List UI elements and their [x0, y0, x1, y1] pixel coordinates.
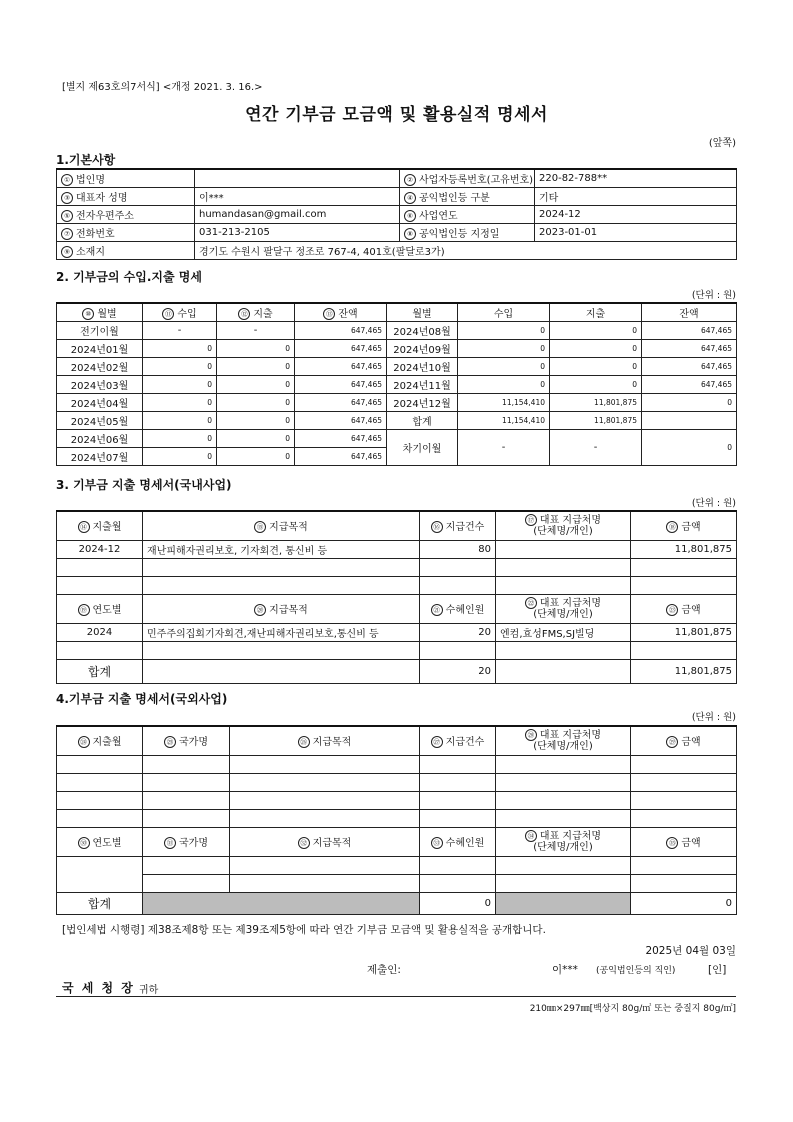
balance-cell — [642, 412, 737, 430]
total-label: 합계 — [57, 892, 143, 914]
header-label: 지급건수 — [445, 522, 485, 534]
number-marker: ⑪ — [162, 308, 174, 320]
number-marker: ⑬ — [323, 308, 335, 320]
carry-expense: - — [550, 430, 642, 466]
month-cell: 2024년09월 — [387, 340, 458, 358]
paper-spec: 210㎜×297㎜[백상지 80g/㎡ 또는 중질지 80g/㎡] — [529, 1004, 736, 1014]
total-payee — [496, 659, 631, 683]
header-label: 대표 지급처명 — [539, 730, 602, 742]
field-label: 대표자 성명 — [76, 193, 128, 204]
total-label: 합계 — [57, 659, 143, 683]
domestic-row — [57, 540, 737, 558]
number-marker: ⑱ — [666, 521, 678, 533]
field-value: 이*** — [195, 188, 400, 206]
balance-cell: 647,465 — [642, 376, 737, 394]
header-country — [143, 726, 230, 755]
header-label-sub: (단체명/개인) — [533, 842, 593, 853]
field-value: 2024-12 — [535, 206, 737, 224]
month-cell: 2024년07월 — [57, 448, 143, 466]
income-cell: 0 — [458, 322, 550, 340]
page-side-label: (앞쪽) — [708, 138, 736, 149]
balance-cell: 647,465 — [295, 358, 387, 376]
header-income-2: 수입 — [458, 303, 550, 322]
overseas-header-a — [57, 726, 737, 755]
balance-cell: 647,465 — [295, 376, 387, 394]
domestic-header-b — [57, 594, 737, 623]
number-marker: ㉞ — [525, 830, 537, 842]
seal-mark: [인] — [708, 964, 727, 976]
submitter-name: 이*** — [552, 964, 578, 976]
basic-info-row — [57, 224, 737, 242]
month-cell: 2024-12 — [57, 540, 143, 558]
header-month-2: 월별 — [387, 303, 458, 322]
domestic-section — [56, 476, 736, 493]
month-cell: 2024년01월 — [57, 340, 143, 358]
overseas-table-wrap — [56, 725, 736, 915]
field-label-cell — [400, 169, 535, 188]
header-expense-2: 지출 — [550, 303, 642, 322]
header-label: 수입 — [177, 309, 197, 320]
income-cell: 0 — [143, 412, 217, 430]
month-cell: 2024년06월 — [57, 430, 143, 448]
income-cell: 0 — [458, 376, 550, 394]
income-cell: 0 — [143, 394, 217, 412]
domestic-total-row — [57, 659, 737, 683]
header-label: 지출 — [253, 309, 273, 320]
basic-info-section — [56, 151, 736, 260]
overseas-section — [56, 690, 736, 707]
income-row — [57, 394, 737, 412]
balance-cell: 647,465 — [642, 340, 737, 358]
number-marker: ㉚ — [78, 837, 90, 849]
income-section — [56, 268, 736, 285]
header-purpose — [230, 726, 420, 755]
field-label: 공익법인등 구분 — [419, 193, 490, 204]
field-label: 법인명 — [76, 175, 105, 186]
field-label-cell — [57, 206, 195, 224]
header-amount — [631, 827, 737, 856]
expense-cell: 0 — [217, 448, 295, 466]
amount-cell: 11,801,875 — [631, 623, 737, 641]
number-marker: ⑲ — [78, 604, 90, 616]
footer-divider — [56, 996, 736, 997]
month-cell: 2024년12월 — [387, 394, 458, 412]
month-cell: 전기이월 — [57, 322, 143, 340]
income-title: 2. 기부금의 수입.지출 명세 — [56, 270, 202, 284]
overseas-empty-row — [57, 791, 737, 809]
number-marker: ② — [404, 174, 416, 186]
total-amount: 11,801,875 — [631, 659, 737, 683]
number-marker: ⑥ — [404, 210, 416, 222]
income-cell: 0 — [143, 358, 217, 376]
expense-cell: 11,801,875 — [550, 394, 642, 412]
field-value — [195, 169, 400, 188]
header-beneficiaries — [420, 594, 496, 623]
carry-label: 차기이월 — [387, 430, 458, 466]
expense-cell: 0 — [217, 430, 295, 448]
header-label: 국가명 — [179, 838, 208, 849]
header-label-sub: (단체명/개인) — [533, 609, 593, 620]
submitter-label: 제출인: — [367, 964, 401, 976]
header-label: 금액 — [681, 522, 701, 534]
number-marker: ㉖ — [298, 736, 310, 748]
number-marker: ⑰ — [525, 514, 537, 526]
income-cell: 0 — [458, 358, 550, 376]
number-marker: ⑮ — [254, 521, 266, 533]
number-marker: ⑫ — [238, 308, 250, 320]
header-payee — [496, 511, 631, 540]
number-marker: ③ — [61, 192, 73, 204]
total-shaded-cell — [143, 892, 420, 914]
address-value: 경기도 수원시 팔달구 정조로 767-4, 401호(팔달로3가) — [195, 242, 737, 260]
header-balance-2: 잔액 — [642, 303, 737, 322]
field-value: 기타 — [535, 188, 737, 206]
domestic-table-wrap — [56, 510, 736, 684]
month-cell: 2024년05월 — [57, 412, 143, 430]
header-count — [420, 726, 496, 755]
overseas-empty-row — [57, 755, 737, 773]
header-label: 국가명 — [179, 737, 208, 749]
number-marker: ㉒ — [525, 597, 537, 609]
number-marker: ⑯ — [431, 521, 443, 533]
number-marker: ㉘ — [525, 729, 537, 741]
header-label: 잔액 — [338, 309, 358, 320]
number-marker: ㉗ — [431, 736, 443, 748]
count-cell: 20 — [420, 623, 496, 641]
header-label: 지급목적 — [312, 737, 352, 749]
income-row — [57, 358, 737, 376]
overseas-total-row — [57, 892, 737, 914]
header-label: 대표 지급처명 — [539, 515, 602, 527]
header-month — [57, 511, 143, 540]
overseas-unit: (단위 : 원) — [691, 712, 736, 723]
income-header-row — [57, 303, 737, 322]
header-country — [143, 827, 230, 856]
field-value: 220-82-788** — [535, 169, 737, 188]
field-label-cell — [400, 188, 535, 206]
income-row — [57, 376, 737, 394]
number-marker: ㉓ — [666, 604, 678, 616]
header-purpose — [143, 511, 420, 540]
header-payee — [496, 726, 631, 755]
number-marker: ① — [61, 174, 73, 186]
basic-info-row — [57, 188, 737, 206]
address-label: 소재지 — [76, 247, 105, 258]
carry-balance: 0 — [642, 430, 737, 466]
domestic-empty-row — [57, 641, 737, 659]
month-cell: 2024년03월 — [57, 376, 143, 394]
field-label: 사업자등록번호(고유번호) — [419, 175, 534, 186]
month-cell: 합계 — [387, 412, 458, 430]
income-cell: 11,154,410 — [458, 394, 550, 412]
month-cell: 2024년04월 — [57, 394, 143, 412]
header-label-sub: (단체명/개인) — [533, 526, 593, 538]
form-reference: [별지 제63호의7서식] <개정 2021. 3. 16.> — [62, 82, 263, 93]
document-title: 연간 기부금 모금액 및 활용실적 명세서 — [245, 105, 548, 125]
balance-cell: 647,465 — [295, 430, 387, 448]
balance-cell: 647,465 — [295, 340, 387, 358]
header-expense — [217, 303, 295, 322]
income-unit: (단위 : 원) — [691, 290, 736, 301]
header-label: 수혜인원 — [445, 838, 485, 849]
domestic-empty-row — [57, 558, 737, 576]
number-marker: ㉕ — [164, 736, 176, 748]
basic-info-title: 1.기본사항 — [56, 153, 116, 167]
purpose-cell: 민주주의집회기자회견,재난피해자권리보호,통신비 등 — [143, 623, 420, 641]
field-label: 전화번호 — [76, 229, 115, 240]
payee-cell — [496, 540, 631, 558]
header-month — [57, 303, 143, 322]
overseas-empty-row — [57, 773, 737, 791]
recipient-suffix: 귀하 — [139, 985, 159, 996]
header-label: 지급건수 — [445, 737, 485, 749]
amount-cell: 11,801,875 — [631, 540, 737, 558]
number-marker: ㉔ — [78, 736, 90, 748]
month-cell: 2024년11월 — [387, 376, 458, 394]
field-label-cell — [57, 224, 195, 242]
carry-income: - — [458, 430, 550, 466]
expense-cell: - — [217, 322, 295, 340]
number-marker: ㉟ — [666, 837, 678, 849]
overseas-empty-row — [57, 856, 737, 874]
field-value: humandasan@gmail.com — [195, 206, 400, 224]
balance-cell: 647,465 — [642, 358, 737, 376]
year-cell: 2024 — [57, 623, 143, 641]
legal-notice: [법인세법 시행령] 제38조제8항 또는 제39조제5항에 따라 연간 기부금 모금액 및 활용실적을 공개합니다. — [62, 924, 546, 936]
header-label: 지출월 — [92, 522, 122, 534]
income-cell: 0 — [143, 376, 217, 394]
domestic-unit: (단위 : 원) — [691, 498, 736, 509]
expense-cell: 0 — [550, 340, 642, 358]
balance-cell: 647,465 — [295, 448, 387, 466]
expense-cell: 0 — [217, 412, 295, 430]
header-month — [57, 726, 143, 755]
header-label: 금액 — [681, 605, 701, 616]
header-payee — [496, 594, 631, 623]
domestic-empty-row — [57, 576, 737, 594]
header-label: 지급목적 — [269, 522, 308, 534]
number-marker: ㉙ — [666, 736, 678, 748]
field-label-cell — [57, 188, 195, 206]
income-cell: 0 — [143, 340, 217, 358]
number-marker: ㉛ — [164, 837, 176, 849]
overseas-header-b — [57, 827, 737, 856]
header-label: 대표 지급처명 — [539, 831, 602, 842]
total-count: 0 — [420, 892, 496, 914]
number-marker: ⑩ — [82, 308, 94, 320]
expense-cell: 0 — [217, 376, 295, 394]
income-table-wrap — [56, 302, 736, 466]
expense-cell: 0 — [217, 394, 295, 412]
field-value: 2023-01-01 — [535, 224, 737, 242]
total-shaded-cell — [496, 892, 631, 914]
balance-cell: 647,465 — [295, 322, 387, 340]
header-amount — [631, 511, 737, 540]
income-row — [57, 340, 737, 358]
header-label: 금액 — [681, 737, 701, 749]
overseas-title: 4.기부금 지출 명세서(국외사업) — [56, 692, 228, 706]
income-table — [56, 302, 737, 466]
header-label: 월별 — [97, 309, 117, 320]
header-label-sub: (단체명/개인) — [533, 741, 593, 753]
income-cell: - — [143, 322, 217, 340]
domestic-row — [57, 623, 737, 641]
number-marker: ㉝ — [431, 837, 443, 849]
overseas-empty-row — [57, 809, 737, 827]
income-cell: 0 — [458, 340, 550, 358]
total-count: 20 — [420, 659, 496, 683]
address-row — [57, 242, 737, 260]
header-purpose — [143, 594, 420, 623]
month-cell: 2024년08월 — [387, 322, 458, 340]
field-label: 사업연도 — [419, 211, 458, 222]
header-label: 연도별 — [92, 838, 122, 849]
purpose-cell: 재난피해자권리보호, 기자회견, 통신비 등 — [143, 540, 420, 558]
balance-cell: 647,465 — [295, 394, 387, 412]
header-income — [143, 303, 217, 322]
total-amount: 0 — [631, 892, 737, 914]
balance-cell: 647,465 — [642, 322, 737, 340]
income-row — [57, 412, 737, 430]
header-purpose — [230, 827, 420, 856]
number-marker: ⑧ — [404, 228, 416, 240]
expense-cell: 0 — [217, 358, 295, 376]
field-label: 공익법인등 지정일 — [419, 229, 500, 240]
number-marker: ㉑ — [431, 604, 443, 616]
header-label: 지출월 — [92, 737, 122, 749]
domestic-table — [56, 510, 737, 684]
field-value: 031-213-2105 — [195, 224, 400, 242]
expense-cell: 0 — [550, 376, 642, 394]
payee-cell: 엔컴,효성FMS,SJ빌딩 — [496, 623, 631, 641]
income-row — [57, 322, 737, 340]
header-beneficiaries — [420, 827, 496, 856]
income-row — [57, 430, 737, 448]
number-marker: ⑳ — [254, 604, 266, 616]
submission-date: 2025년 04월 03일 — [645, 945, 736, 957]
month-cell: 2024년10월 — [387, 358, 458, 376]
balance-cell: 647,465 — [295, 412, 387, 430]
recipient: 국 세 청 장 — [62, 981, 135, 995]
header-year — [57, 594, 143, 623]
address-label-cell — [57, 242, 195, 260]
total-purpose — [143, 659, 420, 683]
income-cell: 0 — [143, 448, 217, 466]
number-marker: ④ — [404, 192, 416, 204]
header-count — [420, 511, 496, 540]
expense-cell: 11,801,875 — [550, 412, 642, 430]
header-label: 수혜인원 — [445, 605, 485, 616]
header-label: 지급목적 — [312, 838, 352, 849]
header-label: 연도별 — [92, 605, 122, 616]
basic-info-table — [56, 168, 737, 260]
income-cell: 11,154,410 — [458, 412, 550, 430]
header-payee — [496, 827, 631, 856]
number-marker: ㉜ — [298, 837, 310, 849]
field-label: 전자우편주소 — [76, 211, 134, 222]
income-cell: 0 — [143, 430, 217, 448]
number-marker: ⑤ — [61, 210, 73, 222]
expense-cell: 0 — [217, 340, 295, 358]
field-label-cell — [400, 206, 535, 224]
number-marker: ⑭ — [78, 521, 90, 533]
month-cell: 2024년02월 — [57, 358, 143, 376]
domestic-header-a — [57, 511, 737, 540]
basic-info-row — [57, 169, 737, 188]
expense-cell: 0 — [550, 358, 642, 376]
count-cell: 80 — [420, 540, 496, 558]
balance-cell: 0 — [642, 394, 737, 412]
header-amount — [631, 594, 737, 623]
number-marker: ⑨ — [61, 246, 73, 258]
header-label: 금액 — [681, 838, 701, 849]
field-label-cell — [57, 169, 195, 188]
number-marker: ⑦ — [61, 228, 73, 240]
overseas-empty-row — [57, 874, 737, 892]
header-label: 지급목적 — [269, 605, 308, 616]
header-year — [57, 827, 143, 856]
header-label: 대표 지급처명 — [539, 598, 602, 609]
expense-cell: 0 — [550, 322, 642, 340]
field-label-cell — [400, 224, 535, 242]
official-seal-note: (공익법인등의 직인) — [596, 966, 676, 976]
basic-info-row — [57, 206, 737, 224]
header-amount — [631, 726, 737, 755]
domestic-title: 3. 기부금 지출 명세서(국내사업) — [56, 478, 232, 492]
overseas-table — [56, 725, 737, 915]
header-balance — [295, 303, 387, 322]
